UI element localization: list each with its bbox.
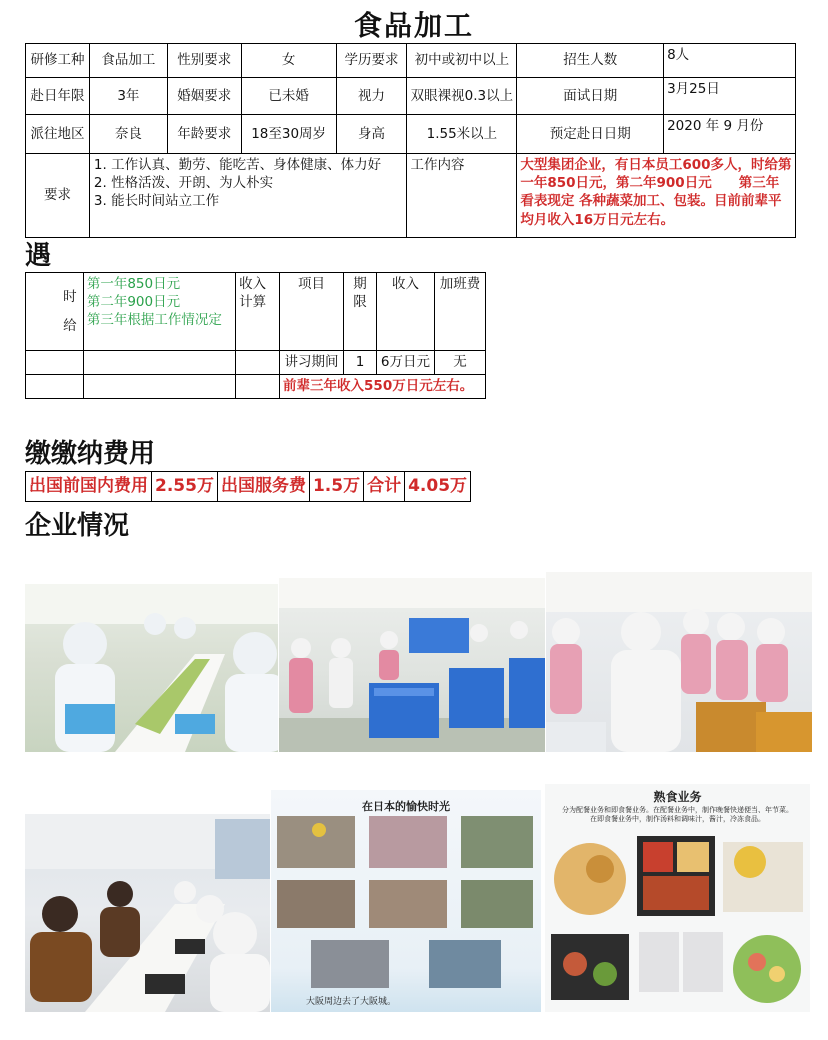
- treatment-heading: 遇: [25, 241, 52, 271]
- factory-photo-vegetables-graphic: [25, 584, 278, 752]
- gender-label: 性别要求: [167, 44, 241, 78]
- col-overtime: 加班费: [434, 273, 485, 351]
- food-business-title: 熟食业务: [653, 790, 702, 804]
- wage-line: 第二年900日元: [86, 294, 181, 311]
- recruit-label: 招生人数: [517, 44, 664, 78]
- education-label: 学历要求: [336, 44, 407, 78]
- years-label: 赴日年限: [26, 78, 90, 115]
- fee-domestic-value: 2.55万: [152, 472, 218, 502]
- job-type-value: 食品加工: [89, 44, 167, 78]
- factory-photo-workers-graphic: [546, 572, 812, 752]
- row-overtime: 无: [434, 351, 485, 375]
- area-label: 派往地区: [26, 115, 90, 154]
- job-type-label: 研修工种: [26, 44, 90, 78]
- row-item: 讲习期间: [280, 351, 344, 375]
- income-note: 前辈三年收入550万日元左右。: [280, 375, 486, 399]
- empty-cell: [83, 375, 235, 399]
- vision-value: 双眼裸视0.3以上: [407, 78, 517, 115]
- empty-cell: [236, 351, 280, 375]
- fee-service-value: 1.5万: [309, 472, 363, 502]
- treatment-table: [25, 272, 486, 399]
- age-label: 年龄要求: [167, 115, 241, 154]
- fee-domestic-label: 出国前国内费用: [26, 472, 152, 502]
- company-heading: 企业情况: [25, 511, 130, 541]
- food-business-line: 在即食餐业务中，制作汤料和调味汁，酱汁，冷冻食品。: [590, 815, 765, 824]
- row-income: 6万日元: [376, 351, 434, 375]
- wage-line: 第一年850日元: [86, 276, 181, 292]
- food-business-collage: [545, 784, 810, 1012]
- fee-total-label: 合计: [364, 472, 405, 502]
- years-value: 3年: [89, 78, 167, 115]
- fees-table: [25, 471, 471, 502]
- interview-value: 3月25日: [664, 78, 796, 115]
- education-value: 初中或初中以上: [407, 44, 517, 78]
- empty-cell: [26, 351, 84, 375]
- requirement-item: 3. 能长时间站立工作: [93, 193, 220, 210]
- departure-label: 预定赴日日期: [517, 115, 664, 154]
- collage-caption: 大阪周边去了大阪城。: [305, 997, 396, 1007]
- requirements-list: [89, 154, 407, 238]
- fee-service-label: 出国服务费: [217, 472, 309, 502]
- food-business-line: 分为配餐业务和即食餐业务。在配餐业务中，制作晚餐快递便当、年节菜。: [562, 806, 793, 814]
- marital-label: 婚姻要求: [167, 78, 241, 115]
- requirements-label: 要求: [26, 154, 90, 238]
- departure-value: 2020 年 9 月份: [664, 115, 796, 154]
- collage-title: 在日本的愉快时光: [362, 800, 450, 813]
- income-calc-label: 收入计算: [236, 273, 280, 351]
- factory-photo-hall: [279, 578, 545, 752]
- food-business-graphic: [545, 784, 810, 1012]
- info-table: [25, 43, 796, 238]
- gender-value: 女: [241, 44, 336, 78]
- interview-label: 面试日期: [517, 78, 664, 115]
- japan-life-collage: [271, 790, 541, 1012]
- wage-line: 第三年根据工作情况定: [86, 312, 222, 329]
- cafeteria-photo: [25, 814, 270, 1012]
- wage-details: [83, 273, 235, 351]
- factory-photo-workers: [546, 572, 812, 752]
- factory-photo-hall-graphic: [279, 578, 545, 752]
- height-value: 1.55米以上: [407, 115, 517, 154]
- page-title: 食品加工: [353, 9, 474, 42]
- marital-value: 已未婚: [241, 78, 336, 115]
- wage-label: [26, 273, 84, 351]
- work-content-label: 工作内容: [407, 154, 517, 238]
- empty-cell: [26, 375, 84, 399]
- work-content-text: 大型集团企业，有日本员工600多人，时给第一年850日元，第二年900日元 第三年看表现定 各种蔬菜加工、包装。目前前辈平均月收入16万日元左右。: [517, 154, 796, 238]
- fee-total-value: 4.05万: [405, 472, 471, 502]
- requirement-item: 2. 性格活泼、开朗、为人朴实: [93, 175, 274, 192]
- fees-heading: 缴缴纳费用: [25, 439, 156, 469]
- area-value: 奈良: [89, 115, 167, 154]
- wage-label-text: 时给: [63, 289, 77, 334]
- vision-label: 视力: [336, 78, 407, 115]
- row-period: 1: [344, 351, 377, 375]
- requirement-item: 1. 工作认真、勤劳、能吃苦、身体健康、体力好: [93, 157, 382, 173]
- empty-cell: [83, 351, 235, 375]
- col-income: 收入: [376, 273, 434, 351]
- height-label: 身高: [336, 115, 407, 154]
- recruit-value: 8人: [664, 44, 796, 78]
- japan-life-collage-graphic: [271, 790, 541, 1012]
- col-item: 项目: [280, 273, 344, 351]
- age-value: 18至30周岁: [241, 115, 336, 154]
- factory-photo-vegetables: [25, 584, 278, 752]
- empty-cell: [236, 375, 280, 399]
- col-period: 期限: [344, 273, 377, 351]
- cafeteria-photo-graphic: [25, 814, 270, 1012]
